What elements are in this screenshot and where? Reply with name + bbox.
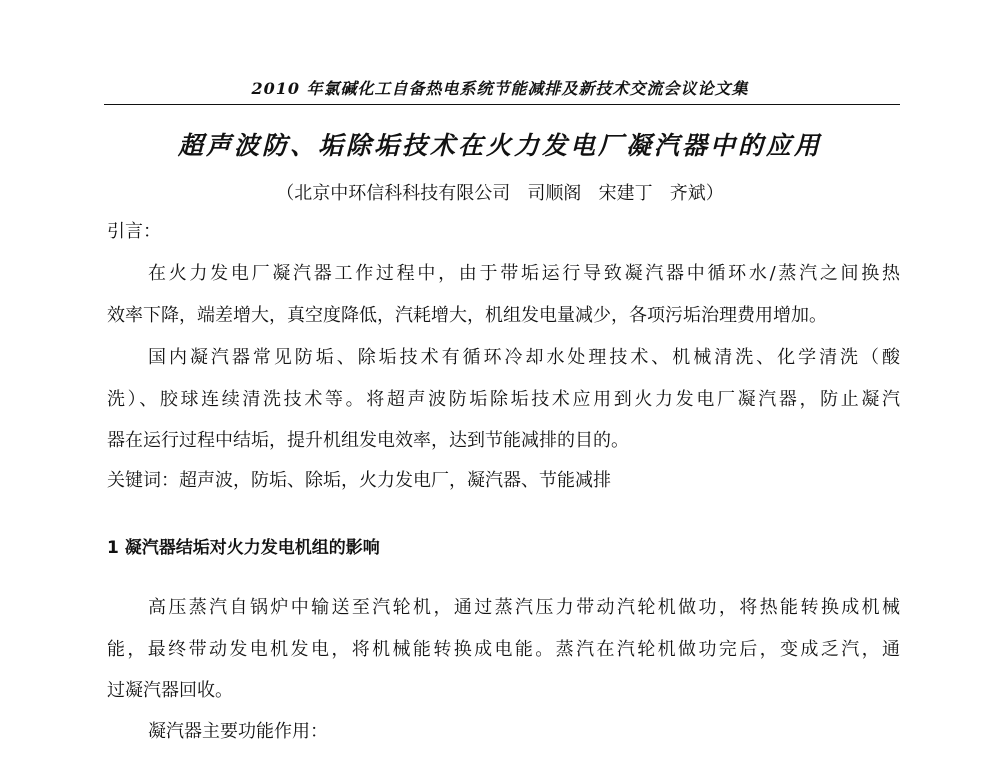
section-1-paragraph-1-line-1: 高压蒸汽自锅炉中输送至汽轮机，通过蒸汽压力带动汽轮机做功，将热能转换成机械 (148, 597, 900, 618)
header-rule (104, 104, 900, 105)
intro-heading: 引言： (107, 221, 161, 242)
running-header: 2010 年氯碱化工自备热电系统节能减排及新技术交流会议论文集 (251, 79, 749, 98)
intro-paragraph-2-line-2: 洗）、胶球连续清洗技术等。将超声波防垢除垢技术应用到火力发电厂凝汽器，防止凝汽 (107, 389, 900, 410)
section-1-paragraph-1-line-2: 能，最终带动发电机发电，将机械能转换成电能。蒸汽在汽轮机做功完后，变成乏汽，通 (107, 639, 900, 660)
author-affiliation: （北京中环信科科技有限公司 司顺阁 宋建丁 齐斌） (276, 183, 724, 204)
keywords-line: 关键词：超声波，防垢、除垢，火力发电厂，凝汽器、节能减排 (107, 470, 611, 491)
intro-paragraph-2-line-3: 器在运行过程中结垢，提升机组发电效率，达到节能减排的目的。 (107, 430, 629, 451)
section-1-paragraph-2: 凝汽器主要功能作用： (148, 721, 328, 742)
paper-title: 超声波防、垢除垢技术在火力发电厂凝汽器中的应用 (177, 131, 822, 160)
intro-paragraph-1-line-1: 在火力发电厂凝汽器工作过程中，由于带垢运行导致凝汽器中循环水/蒸汽之间换热 (148, 263, 900, 284)
intro-paragraph-1-line-2: 效率下降，端差增大，真空度降低，汽耗增大，机组发电量减少，各项污垢治理费用增加。 (107, 305, 827, 326)
intro-paragraph-2-line-1: 国内凝汽器常见防垢、除垢技术有循环冷却水处理技术、机械清洗、化学清洗（酸 (148, 347, 900, 368)
section-1-heading: 1 凝汽器结垢对火力发电机组的影响 (107, 538, 380, 558)
section-1-paragraph-1-line-3: 过凝汽器回收。 (107, 680, 233, 701)
